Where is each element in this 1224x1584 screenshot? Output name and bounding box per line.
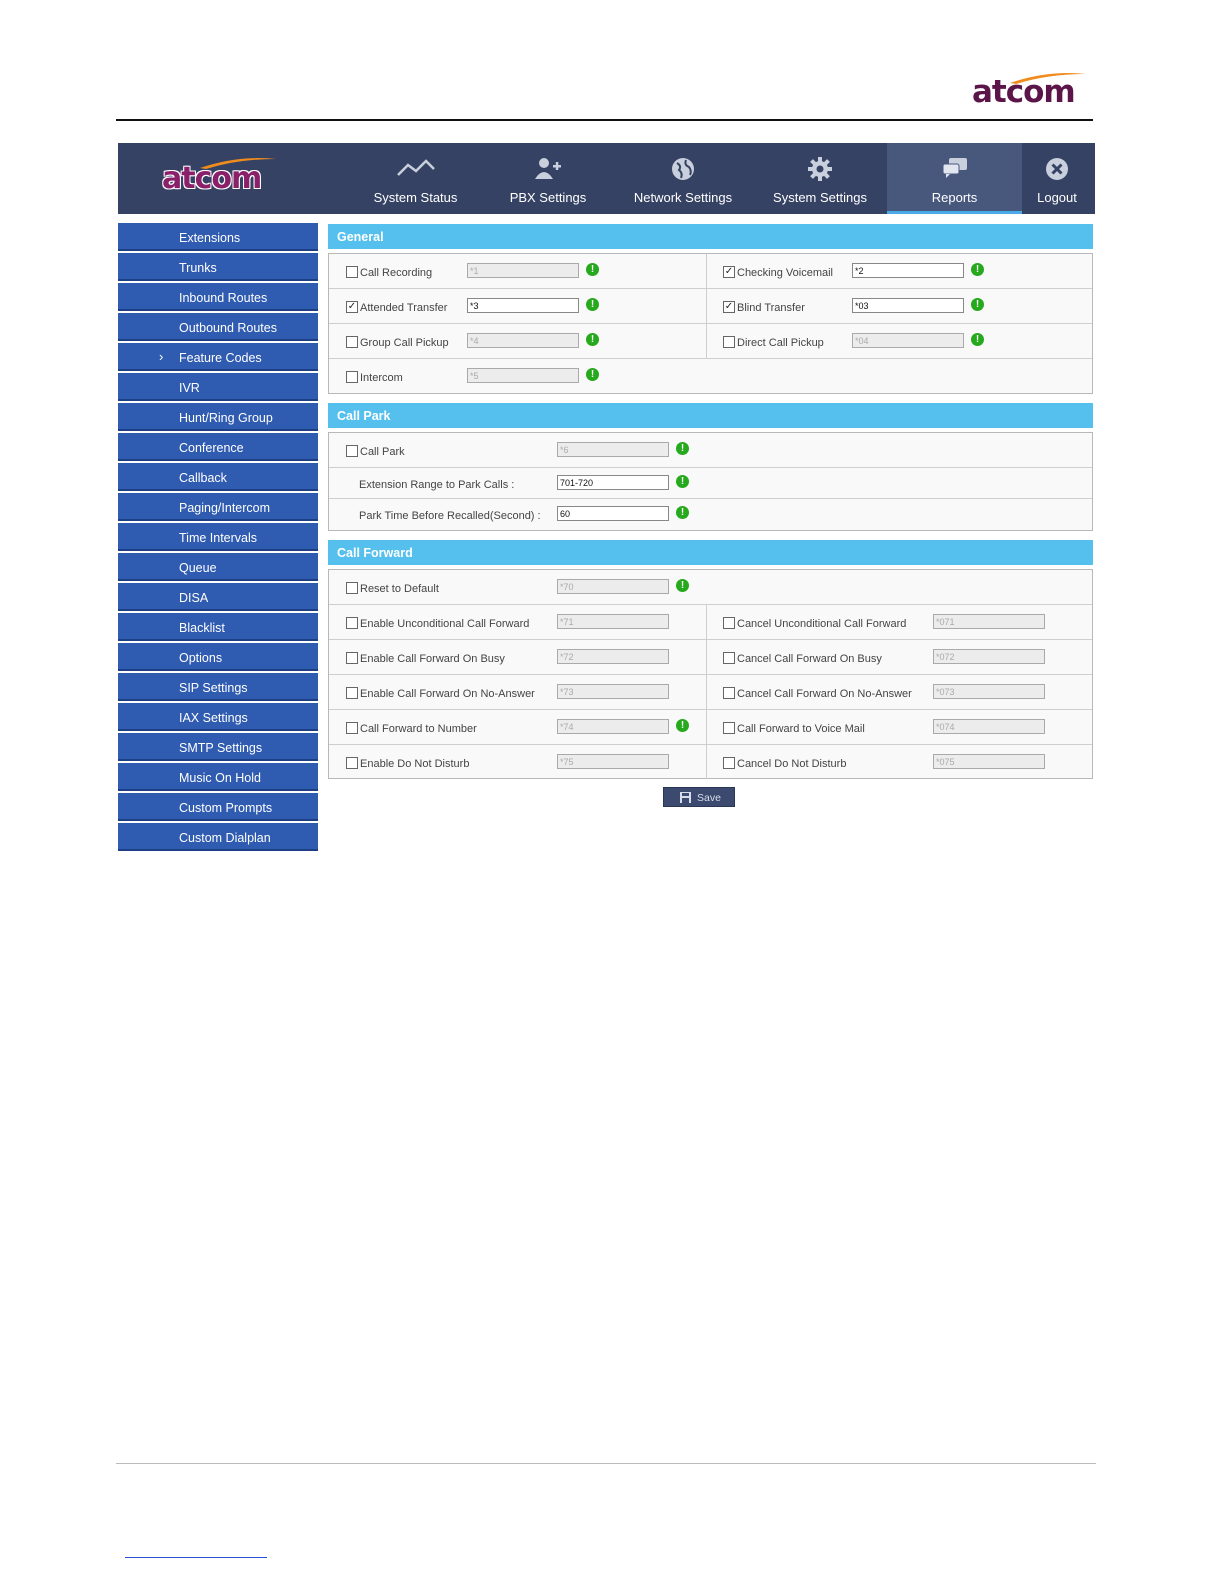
field-label: Attended Transfer [360,302,448,314]
sidebar-item-label: SMTP Settings [179,741,263,755]
field-cancel-do-not-disturb [706,745,1086,779]
sidebar-item-label: Custom Prompts [179,801,273,815]
code-input[interactable]: *75 [557,754,669,769]
field-group-call-pickup [329,324,709,358]
field-call-park [329,433,709,467]
info-icon: ! [971,333,984,346]
field-label: Call Recording [360,267,433,279]
sidebar-item-label: Conference [179,441,244,455]
sidebar-item-label: Paging/Intercom [179,501,271,515]
field-extension-range [329,466,709,500]
sidebar-item-label: Blacklist [179,621,225,635]
checkbox[interactable] [346,336,358,348]
checkbox[interactable] [723,336,735,348]
sidebar-item-feature-codes[interactable] [118,343,318,371]
sidebar-item-custom-prompts[interactable] [118,793,318,821]
info-icon: ! [676,579,689,592]
code-input[interactable]: *3 [467,298,579,313]
call-forward-section [328,569,1093,779]
checkbox[interactable]: ✓ [347,301,357,312]
sidebar [118,223,318,853]
field-label: Extension Range to Park Calls : [359,479,515,491]
checkbox[interactable] [346,722,358,734]
checkbox[interactable] [723,757,735,769]
checkbox[interactable] [346,371,358,383]
sidebar-item-callback[interactable] [118,463,318,491]
code-input[interactable]: *1 [467,263,579,278]
field-label: Cancel Call Forward On Busy [737,653,882,665]
code-input[interactable]: *6 [557,442,669,457]
call-park-section-header [328,403,1093,428]
call-park-section-title: Call Park [337,409,391,423]
floppy-disk-icon [680,792,691,803]
general-section [328,253,1093,394]
checkbox[interactable] [723,687,735,699]
document-logo-text: atcom [972,74,1075,110]
nav-label: PBX Settings [509,190,587,205]
sidebar-item-label: Inbound Routes [179,291,268,305]
nav-label: System Settings [773,190,867,205]
code-input[interactable]: *073 [933,684,1045,699]
field-enable-call-forward-on-busy [329,640,709,674]
chat-bubbles-icon [887,157,1022,183]
sidebar-item-label: SIP Settings [179,681,248,695]
field-label: Reset to Default [360,583,439,595]
sidebar-item-options[interactable] [118,643,318,671]
checkbox[interactable] [723,652,735,664]
add-user-icon [488,157,608,183]
checkbox[interactable] [346,266,358,278]
sidebar-item-label: Time Intervals [179,531,258,545]
code-input[interactable]: *074 [933,719,1045,734]
field-label: Enable Call Forward On Busy [360,653,505,665]
code-input[interactable]: *075 [933,754,1045,769]
code-input[interactable]: 701-720 [557,475,669,490]
general-section-header [328,224,1093,249]
field-blind-transfer [706,289,1086,323]
nav-label: Reports [931,190,978,205]
footer-rule [116,1463,1096,1464]
sidebar-item-label: Outbound Routes [179,321,277,335]
checkbox[interactable] [346,687,358,699]
general-section-title: General [337,230,384,244]
field-label: Cancel Unconditional Call Forward [737,618,907,630]
sidebar-item-disa[interactable] [118,583,318,611]
sidebar-item-label: Callback [179,471,227,485]
sidebar-item-label: Extensions [179,231,241,245]
sidebar-item-outbound-routes[interactable] [118,313,318,341]
nav-system-status[interactable] [353,143,478,214]
code-input[interactable]: *072 [933,649,1045,664]
sidebar-item-label: Feature Codes [179,351,262,365]
info-icon: ! [586,263,599,276]
app-logo-text: atcom [162,161,262,196]
field-label: Checking Voicemail [737,267,833,279]
field-label: Call Park [360,446,405,458]
sidebar-item-label: Trunks [179,261,217,275]
checkbox[interactable] [346,617,358,629]
checkbox[interactable] [346,652,358,664]
field-label: Enable Unconditional Call Forward [360,618,530,630]
nav-label: System Status [373,190,458,205]
footer-link-underline[interactable] [125,1557,267,1558]
document-logo [972,72,1086,108]
sidebar-item-label: IVR [179,381,200,395]
info-icon: ! [971,263,984,276]
sidebar-item-iax-settings[interactable] [118,703,318,731]
field-intercom [329,359,709,393]
sidebar-item-smtp-settings[interactable] [118,733,318,761]
field-cancel-unconditional-call-forward [706,605,1086,639]
field-call-forward-to-voice-mail [706,710,1086,744]
field-cancel-call-forward-on-no-answer [706,675,1086,709]
close-circle-icon [1022,157,1092,183]
checkbox[interactable] [346,582,358,594]
field-enable-unconditional-call-forward [329,605,709,639]
code-input[interactable]: *5 [467,368,579,383]
nav-network-settings[interactable] [618,143,748,214]
field-label: Blind Transfer [737,302,805,314]
gear-icon [754,157,886,183]
sidebar-item-music-on-hold[interactable] [118,763,318,791]
field-cancel-call-forward-on-busy [706,640,1086,674]
sidebar-item-hunt-ring-group[interactable] [118,403,318,431]
nav-label: Logout [1037,190,1077,205]
sidebar-item-label: Music On Hold [179,771,261,785]
sidebar-item-trunks[interactable] [118,253,318,281]
checkbox[interactable] [723,722,735,734]
nav-logout[interactable] [1022,143,1092,214]
code-input[interactable]: *71 [557,614,669,629]
chevron-right-icon: › [159,349,164,364]
code-input[interactable]: *071 [933,614,1045,629]
sidebar-item-time-intervals[interactable] [118,523,318,551]
code-input[interactable]: *4 [467,333,579,348]
code-input[interactable]: *73 [557,684,669,699]
field-label: Enable Call Forward On No-Answer [360,688,535,700]
sidebar-item-paging-intercom[interactable] [118,493,318,521]
info-icon: ! [586,368,599,381]
code-input[interactable]: *74 [557,719,669,734]
top-navigation-bar [118,143,1095,214]
field-label: Intercom [360,372,403,384]
sidebar-item-sip-settings[interactable] [118,673,318,701]
info-icon: ! [676,475,689,488]
sidebar-item-custom-dialplan[interactable] [118,823,318,851]
sidebar-item-inbound-routes[interactable] [118,283,318,311]
code-input[interactable]: *70 [557,579,669,594]
app-window [118,143,1095,845]
field-label: Call Forward to Voice Mail [737,723,865,735]
field-label: Cancel Do Not Disturb [737,758,847,770]
save-button[interactable] [663,787,735,807]
field-enable-call-forward-on-no-answer [329,675,709,709]
checkbox[interactable]: ✓ [724,301,734,312]
field-call-forward-to-number [329,710,709,744]
sidebar-item-label: Custom Dialplan [179,831,271,845]
sidebar-item-label: Options [179,651,223,665]
info-icon: ! [676,506,689,519]
checkbox[interactable] [346,445,358,457]
code-input[interactable]: *03 [852,298,964,313]
field-checking-voicemail [706,254,1086,288]
code-input[interactable]: *2 [852,263,964,278]
field-park-time [329,497,709,531]
call-forward-section-title: Call Forward [337,546,413,560]
globe-icon [618,157,748,183]
sidebar-item-label: DISA [179,591,209,605]
field-reset-to-default [329,570,709,604]
field-label: Direct Call Pickup [737,337,824,349]
call-forward-section-header [328,540,1093,565]
header-rule [116,119,1093,121]
field-label: Call Forward to Number [360,723,477,735]
field-enable-do-not-disturb [329,745,709,779]
sidebar-item-queue[interactable] [118,553,318,581]
field-attended-transfer [329,289,709,323]
info-icon: ! [586,298,599,311]
nav-reports[interactable] [887,143,1022,214]
code-input[interactable]: *04 [852,333,964,348]
field-label: Enable Do Not Disturb [360,758,470,770]
nav-system-settings[interactable] [754,143,886,214]
info-icon: ! [676,442,689,455]
checkbox[interactable]: ✓ [724,266,734,277]
checkbox[interactable] [723,617,735,629]
sidebar-item-blacklist[interactable] [118,613,318,641]
checkbox[interactable] [346,757,358,769]
sidebar-item-label: IAX Settings [179,711,248,725]
save-button-label: Save [697,792,721,804]
field-label: Group Call Pickup [360,337,449,349]
nav-label: Network Settings [633,190,733,205]
field-call-recording [329,254,709,288]
sidebar-item-ivr[interactable] [118,373,318,401]
sidebar-item-label: Queue [179,561,217,575]
code-input[interactable]: *72 [557,649,669,664]
info-icon: ! [676,719,689,732]
field-label: Cancel Call Forward On No-Answer [737,688,912,700]
sidebar-item-label: Hunt/Ring Group [179,411,273,425]
chart-line-icon [353,157,478,183]
sidebar-item-extensions[interactable] [118,223,318,251]
sidebar-item-conference[interactable] [118,433,318,461]
call-park-section [328,432,1093,531]
field-label: Park Time Before Recalled(Second) : [359,510,541,522]
field-direct-call-pickup [706,324,1086,358]
code-input[interactable]: 60 [557,506,669,521]
info-icon: ! [586,333,599,346]
info-icon: ! [971,298,984,311]
nav-pbx-settings[interactable] [488,143,608,214]
app-logo [162,155,274,195]
